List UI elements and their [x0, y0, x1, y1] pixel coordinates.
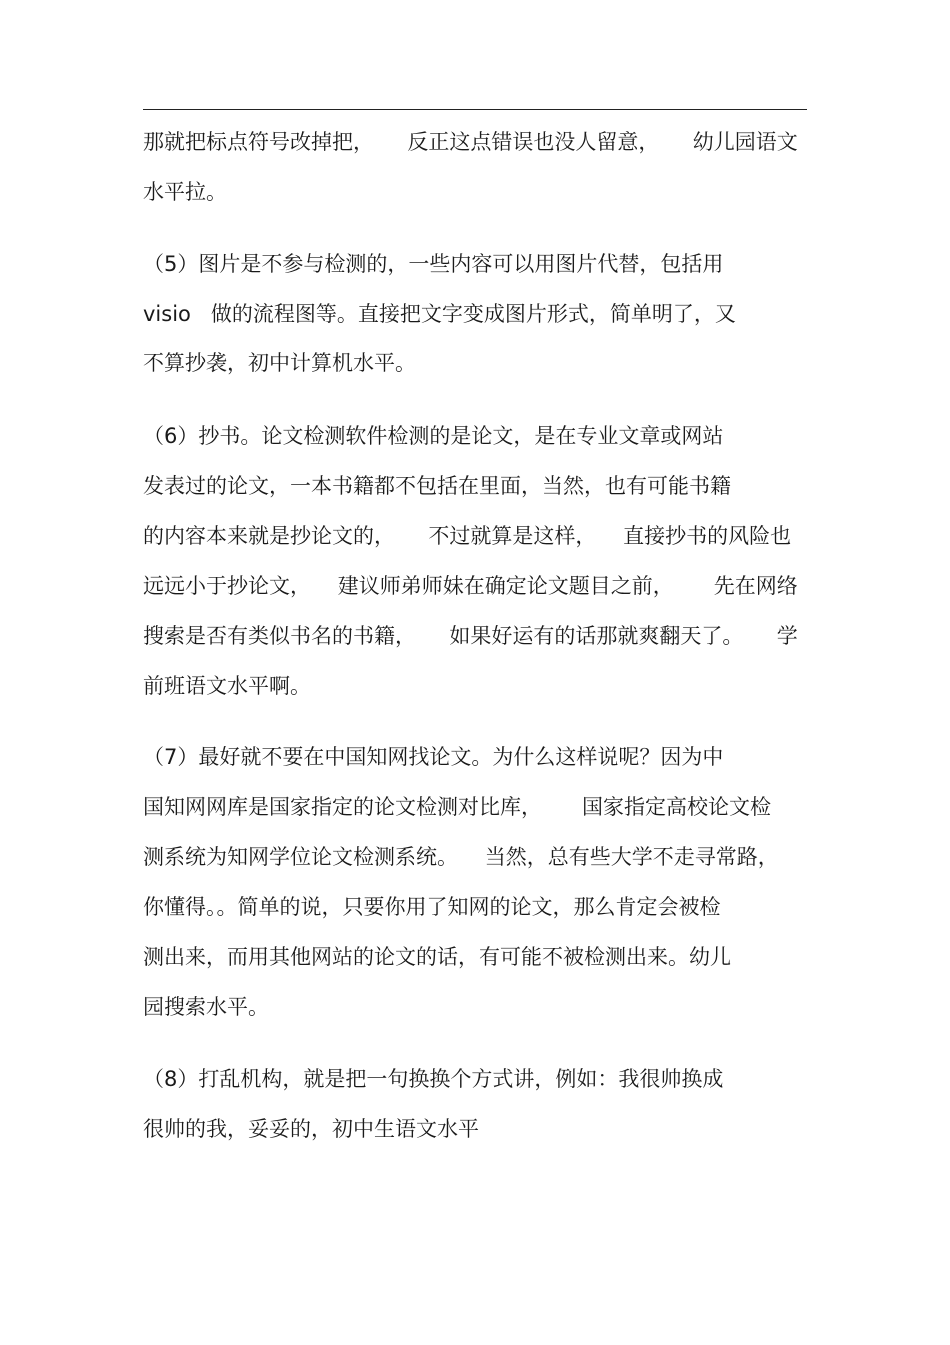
text-line: 不算抄袭，初中计算机水平。	[143, 351, 416, 375]
text-line: 前班语文水平啊。	[143, 674, 311, 698]
text-line: 搜索是否有类似书名的书籍， 如果好运有的话那就爽翻天了。 学	[143, 624, 798, 648]
text-line: 远远小于抄论文， 建议师弟师妹在确定论文题目之前， 先在网络	[143, 574, 798, 598]
text-line: （7）最好就不要在中国知网找论文。为什么这样说呢？因为中	[143, 745, 724, 769]
text-line: 测系统为知网学位论文检测系统。 当然，总有些大学不走寻常路，	[143, 845, 779, 869]
text-line: 那就把标点符号改掉把， 反正这点错误也没人留意， 幼儿园语文	[143, 130, 798, 154]
text-line: （5）图片是不参与检测的，一些内容可以用图片代替，包括用	[143, 252, 724, 276]
text-line: 水平拉。	[143, 180, 227, 204]
text-line: 很帅的我，妥妥的，初中生语文水平	[143, 1117, 479, 1141]
text-line: 测出来，而用其他网站的论文的话，有可能不被检测出来。幼儿	[143, 945, 731, 969]
text-line: （8）打乱机构，就是把一句换换个方式讲，例如：我很帅换成	[143, 1067, 724, 1091]
text-line: （6）抄书。论文检测软件检测的是论文，是在专业文章或网站	[143, 424, 724, 448]
text-line: 国知网网库是国家指定的论文检测对比库， 国家指定高校论文检	[143, 795, 772, 819]
text-line: 的内容本来就是抄论文的， 不过就算是这样， 直接抄书的风险也	[143, 524, 792, 548]
text-line: 你懂得。。简单的说，只要你用了知网的论文，那么肯定会被检	[143, 895, 721, 919]
text-line: 发表过的论文，一本书籍都不包括在里面，当然，也有可能书籍	[143, 474, 731, 498]
text-line: visio 做的流程图等。直接把文字变成图片形式，简单明了，又	[143, 302, 736, 326]
text-line: 园搜索水平。	[143, 995, 269, 1019]
header-rule	[143, 109, 807, 110]
